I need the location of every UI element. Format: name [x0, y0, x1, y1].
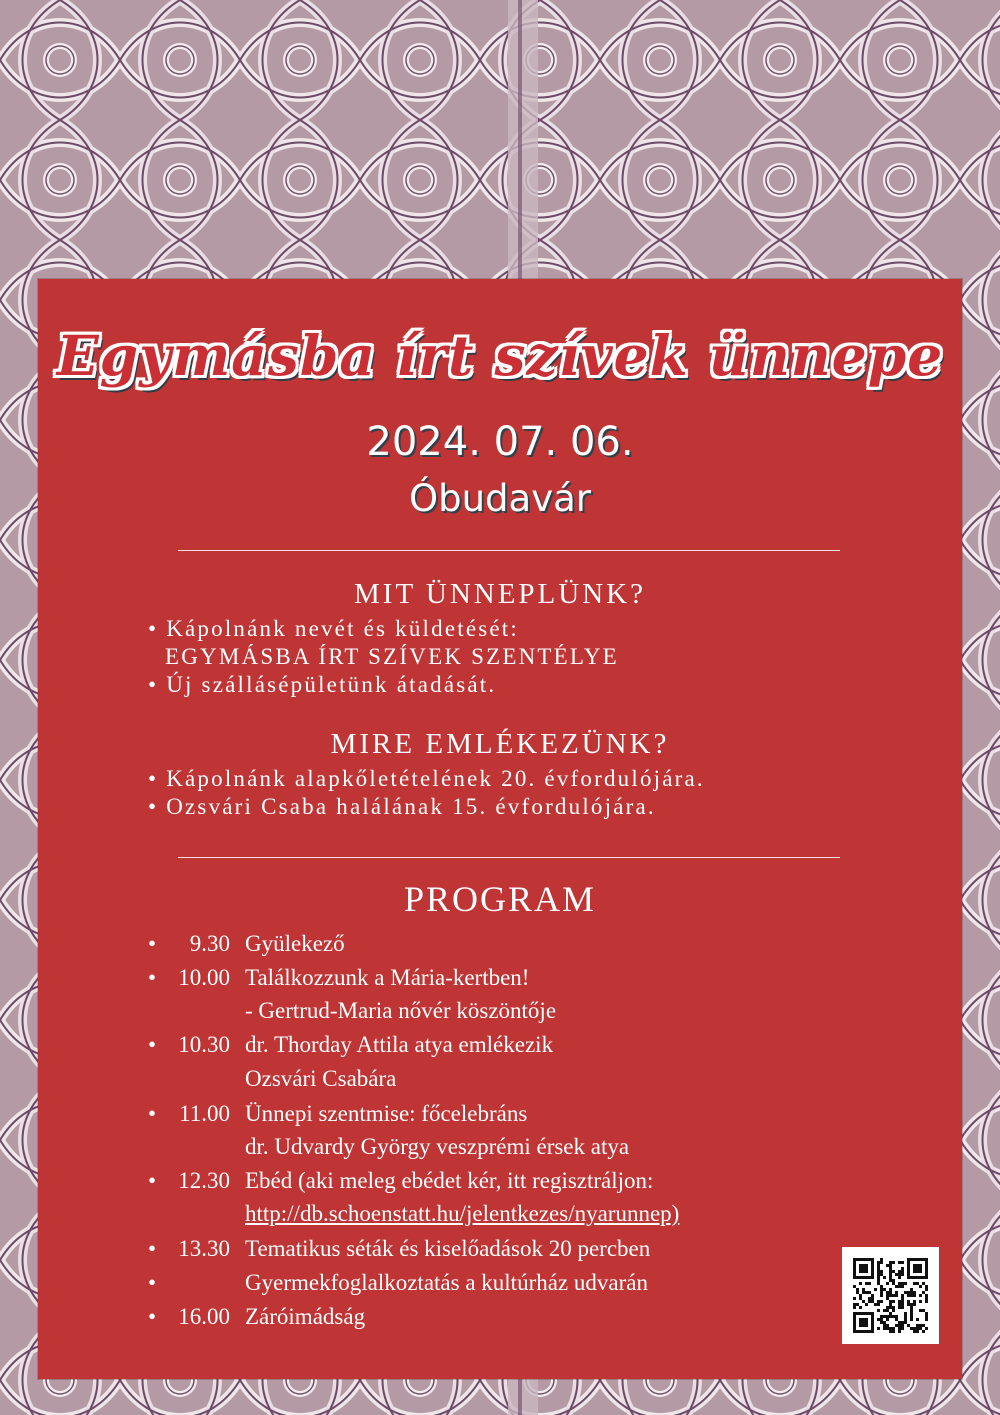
program-item-continued: dr. Udvardy György veszprémi érsek atya	[245, 1134, 630, 1159]
program-item-continued: Ozsvári Csabára	[245, 1066, 397, 1091]
event-title: Egymásba írt szívek ünnepe	[56, 323, 944, 388]
section-heading-celebrate: MIT ÜNNEPLÜNK?	[354, 578, 646, 610]
list-item: • Ozsvári Csaba halálának 15. évfordulójára.	[148, 794, 656, 819]
event-place: Óbudavár	[408, 477, 591, 520]
program-heading: PROGRAM	[403, 879, 597, 919]
list-item: EGYMÁSBA ÍRT SZÍVEK SZENTÉLYE	[165, 644, 619, 669]
list-item: • Kápolnánk nevét és küldetését:	[148, 616, 519, 641]
list-item: • Új szállásépületünk átadását.	[148, 672, 497, 697]
event-date: 2024. 07. 06.	[366, 419, 634, 465]
registration-link[interactable]: http://db.schoenstatt.hu/jelentkezes/nyarunnep)	[245, 1201, 680, 1226]
event-panel: Egymásba írt szívek ünnepe 2024. 07. 06. Óbudavár MIT ÜNNEPLÜNK? • Kápolnánk nevét és küldetését: EGYMÁSBA ÍRT SZÍVEK SZENTÉLYE • Új szállásépületünk átadását. MIRE EMLÉKEZÜNK? • Kápolnánk alapkőletételének 20. évfordulójára. • Ozsvári Csaba halálának 15. évfordulójára. PROGRAM • 9.30 Gyülekező • 10.00 Találkozzunk a Mária-kertben! - Gertrud-Maria nővér köszöntője • 10.30 dr. Thorday Attila atya emlékezik Ozsvári Csabára • 11.00 Ünnepi szentmise: főcelebráns dr. Udvardy György veszprémi érsek atya • 12.30 Ebéd (aki meleg ebédet kér, itt regisztráljon: http://db.schoenstatt.hu/jelentkezes/nyarunnep) • 13.30 Tematikus séták és kiselőadások 20 percben • Gyermekfoglalkoztatás a kultúrház udvarán • 16.00 Záróimádság	[38, 279, 962, 1379]
qr-code[interactable]	[842, 1247, 939, 1344]
section-heading-remember: MIRE EMLÉKEZÜNK?	[330, 728, 670, 760]
divider	[178, 857, 840, 858]
divider	[178, 550, 840, 551]
program-item-continued: - Gertrud-Maria nővér köszöntője	[245, 998, 557, 1023]
list-item: • Kápolnánk alapkőletételének 20. évfordulójára.	[148, 766, 705, 791]
